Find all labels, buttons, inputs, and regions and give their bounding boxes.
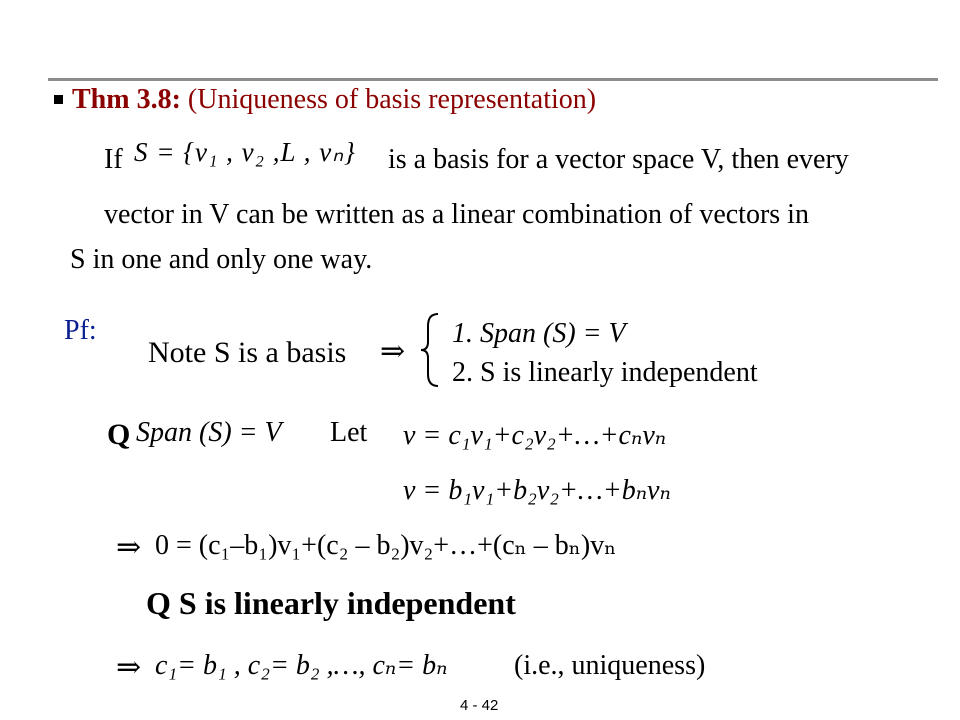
case-span: 1. Span (S) = V (452, 318, 626, 349)
theorem-label: Thm 3.8: (72, 84, 181, 115)
case-independent: 2. S is linearly independent (452, 357, 758, 388)
theorem-line1-rest: is a basis for a vector space V, then every (388, 144, 849, 175)
title-rule (48, 78, 938, 81)
implies-arrow-2: ⇒ (116, 531, 142, 564)
theorem-line3: S in one and only one way. (70, 244, 373, 275)
span-equation: Span (S) = V (136, 417, 282, 448)
page-number: 4 - 42 (460, 697, 499, 714)
proof-label: Pf: (64, 315, 97, 346)
independence-statement: Q S is linearly independent (146, 585, 516, 621)
conclusion-equation: c₁= b₁ , c₂= b₂ ,…, cₙ= bₙ (155, 650, 448, 681)
theorem-heading (72, 86, 596, 114)
implies-arrow-3: ⇒ (116, 651, 142, 684)
theorem-if: If (104, 144, 123, 175)
let-label: Let (330, 417, 368, 448)
left-brace-icon (418, 312, 442, 388)
set-expression-text: S = {v₁ , v₂ ,L , vₙ} (134, 137, 356, 167)
implies-arrow-1: ⇒ (380, 335, 406, 368)
zero-equation: 0 = (c₁–b₁)v₁+(c₂ – b₂)v₂+…+(cₙ – bₙ)vₙ (155, 530, 617, 561)
set-expression (134, 137, 356, 168)
uniqueness-note: (i.e., uniqueness) (514, 650, 706, 681)
proof-note: Note S is a basis (148, 336, 347, 369)
bullet-icon (54, 95, 63, 104)
equation-c: v = c₁v₁+c₂v₂+…+cₙvₙ (403, 420, 667, 451)
because-symbol: Q (107, 418, 131, 451)
theorem-title: (Uniqueness of basis representation) (187, 84, 597, 115)
equation-b: v = b₁v₁+b₂v₂+…+bₙvₙ (403, 475, 671, 506)
theorem-line2: vector in V can be written as a linear combination of vectors in (104, 199, 809, 230)
